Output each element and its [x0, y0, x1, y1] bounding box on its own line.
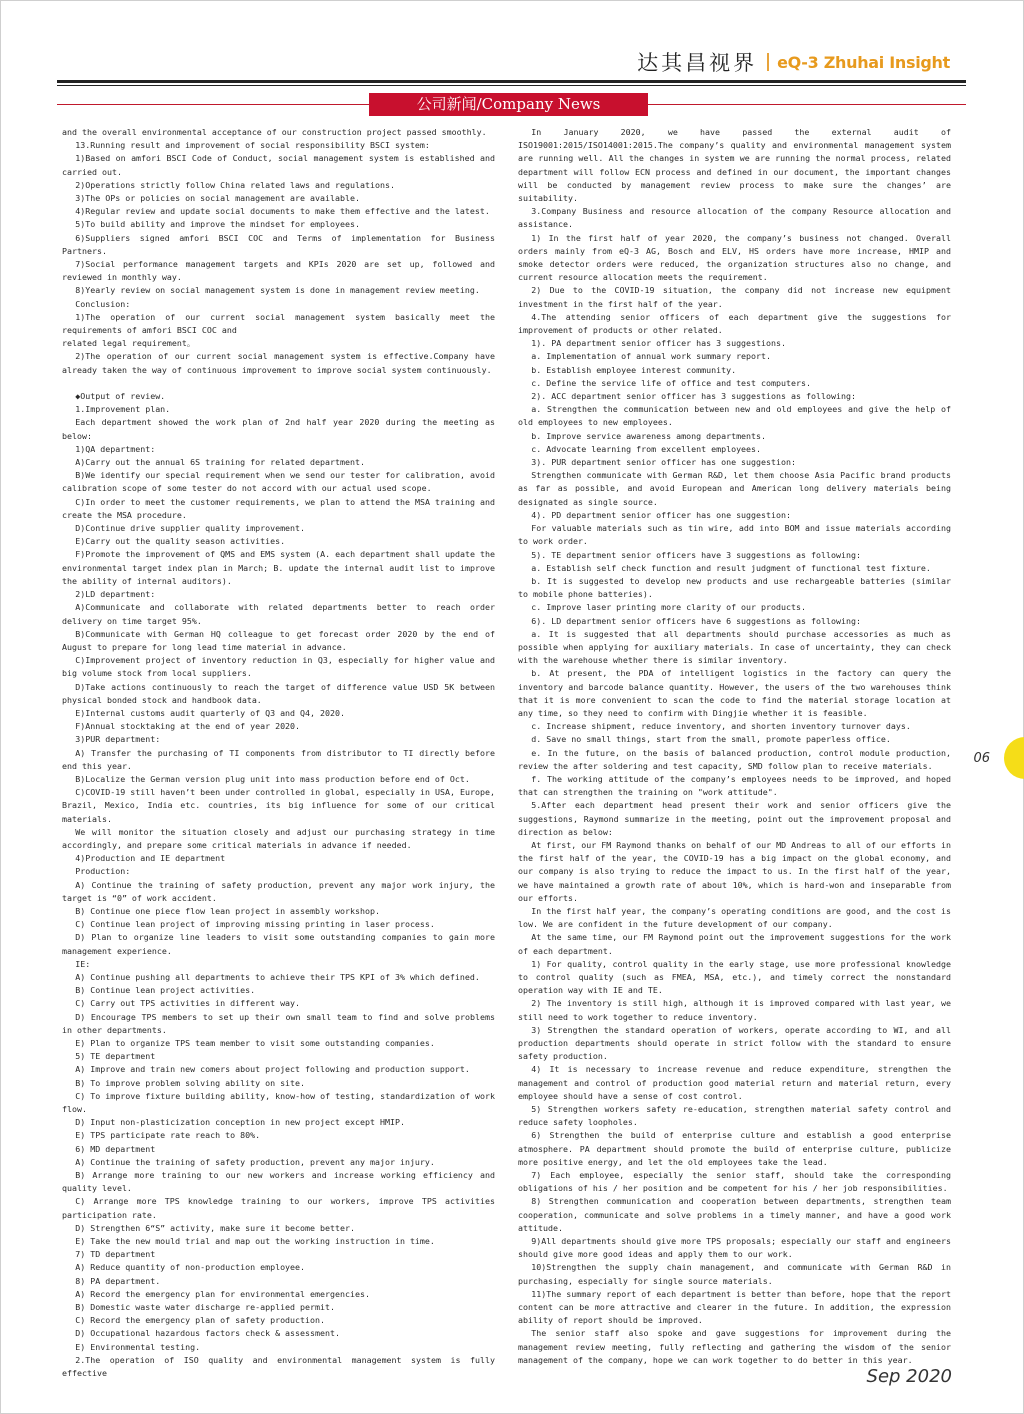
- paragraph: 4)Production and IE department: [75, 853, 226, 864]
- paragraph: Strengthen communicate with German R&D, let them choose Asia Pacific brand products as far as possible, and avoid European and American long delivery materials being designated as single source.: [518, 470, 951, 507]
- paragraph: C) Carry out TPS activities in different way.: [75, 998, 301, 1009]
- paragraph: B)We identify our special requirement when we send our tester for calibration, avoid calibration scope of some tester do not accord with our actual used scope.: [62, 470, 495, 494]
- paragraph: D) Input non-plasticization conception in new project except HMIP.: [75, 1117, 405, 1128]
- paragraph: 6)Suppliers signed amfori BSCI COC and Terms of implementation for Business Partners.: [62, 232, 495, 256]
- paragraph: D)Continue drive supplier quality improvement.: [75, 523, 306, 534]
- paragraph: 1.Improvement plan.: [75, 404, 171, 415]
- paragraph: B) To improve problem solving ability on site.: [75, 1077, 306, 1088]
- paragraph: 3) Strengthen the standard operation of workers, operate according to WI, and all production departments should operate in strict follow with the standard to ensure safety production.: [518, 1024, 951, 1062]
- paragraph: At the same time, our FM Raymond point out the improvement suggestions for the work of each department.: [518, 932, 951, 956]
- paragraph: 4). PD department senior officer has one suggestion:: [531, 509, 792, 520]
- paragraph: 6). LD department senior officers have 6 suggestions as following:: [531, 615, 861, 626]
- paragraph: A) Continue pushing all departments to achieve their TPS KPI of 3% which defined.: [75, 971, 480, 982]
- paragraph: 13.Running result and improvement of social responsibility BSCI system:: [75, 140, 430, 151]
- header-rule-thin: [57, 85, 966, 86]
- brand-english-title: eQ-3 Zhuhai Insight: [777, 52, 950, 72]
- paragraph: 1)QA department:: [75, 443, 156, 454]
- paragraph: 3)PUR department:: [75, 734, 161, 745]
- paragraph: 10)Strengthen the supply chain management, and communicate with German R&D in purchasing, especially for single source materials.: [518, 1262, 951, 1286]
- paragraph: 7) TD department: [75, 1249, 156, 1260]
- paragraph: b. At present, the PDA of intelligent logistics in the factory can query the inventory and barcode balance quantity. However, the users of the two warehouses think that it is more convenient to scan the code to find the material storage location at any time, so they need to confirm with Dingjie whether it is feasible.: [518, 668, 951, 718]
- paragraph: The senior staff also spoke and gave suggestions for improvement during the management review meeting, fully reflecting and gathering the wisdom of the senior management of the company, hope we can work together to do better in this year.: [518, 1328, 951, 1365]
- paragraph: C)COVID-19 still haven’t been under controlled in global, especially in USA, Europe, Brazil, Mexico, India etc. countries, its big influence for some of our critical materials.: [62, 787, 495, 824]
- paragraph: 4)Regular review and update social documents to make them effective and the latest.: [75, 206, 490, 217]
- paragraph: 4) It is necessary to increase revenue and reduce expenditure, strengthen the management and control of production good material return and material return, every employee should have a sense of cost control.: [518, 1064, 951, 1101]
- paragraph: 8) Strengthen communication and cooperation between departments, strengthen team cooperation, communicate and solve problems in a timely manner, and have a good work attitude.: [518, 1196, 951, 1233]
- paragraph: related legal requirement。: [62, 338, 196, 349]
- paragraph: A) Improve and train new comers about project following and production support.: [75, 1064, 470, 1075]
- paragraph: 1). PA department senior officer has 3 suggestions.: [531, 338, 787, 349]
- header-rule-thick: [57, 80, 966, 83]
- paragraph: 8)Yearly review on social management system is done in management review meeting.: [75, 285, 480, 296]
- brand-chinese-title: 达其昌视界: [637, 51, 758, 75]
- paragraph: F)Annual stocktaking at the end of year 2020.: [75, 721, 301, 732]
- paragraph: a. Strengthen the communication between new and old employees and give the help of old employees to new employees.: [518, 404, 951, 428]
- paragraph: 3). PUR department senior officer has one suggestion:: [531, 457, 797, 468]
- paragraph: e. In the future, on the basis of balanced production, control module production, review the after soldering and test capacity, SMD follow plan to receive materials.: [518, 747, 951, 771]
- paragraph: 5) Strengthen workers safety re-education, strengthen material safety control and reduce safety loopholes.: [518, 1104, 951, 1128]
- section-title: 公司新闻/Company News: [369, 93, 648, 116]
- paragraph: At first, our FM Raymond thanks on behalf of our MD Andreas to all of our efforts in the first half of the year, the COVID-19 has a big impact on the global economy, and our company is also trying to reduce the impact to us. In the first half of the year, we have maintained a growth rate of about 10%, which is hard-won and inseparable from our efforts.: [518, 839, 951, 903]
- paragraph: E) Environmental testing.: [75, 1341, 201, 1352]
- paragraph: E) Take the new mould trial and map out the working instruction in time.: [75, 1236, 435, 1247]
- paragraph: a. It is suggested that all departments should purchase accessories as much as possible when applying for auxiliary materials. In case of uncertainty, they can check with the warehouse whether there is similar inventory.: [518, 628, 951, 666]
- paragraph: ◆Output of review.: [75, 391, 166, 402]
- paragraph: Each department showed the work plan of 2nd half year 2020 during the meeting as below:: [62, 417, 495, 441]
- paragraph: and the overall environmental acceptance of our construction project passed smoothly.: [62, 127, 487, 137]
- paragraph: 2)The operation of our current social management system is effective.Company have already taken the way of continuous improvement to improve social system continuously.: [62, 351, 495, 375]
- paragraph: 4.The attending senior officers of each department give the suggestions for improvement of products or other related.: [518, 311, 951, 336]
- paragraph: 7)Social performance management targets and KPIs 2020 are set up, followed and reviewed in monthly way.: [62, 259, 495, 283]
- page-number: 06: [973, 751, 990, 766]
- paragraph: Production:: [75, 866, 131, 877]
- paragraph: B)Communicate with German HQ colleague to get forecast order 2020 by the end of August to prepare for long lead time material in advance.: [62, 628, 495, 652]
- paragraph: 5.After each department head present their work and senior officers give the suggestions, Raymond summarize in the meeting, point out the improvement proposal and direction as below:: [518, 800, 951, 837]
- paragraph: A) Record the emergency plan for environmental emergencies.: [75, 1288, 370, 1299]
- paragraph: C) Arrange more TPS knowledge training to our workers, improve TPS activities participation rate.: [62, 1196, 495, 1220]
- paragraph: E) Plan to organize TPS team member to visit some outstanding companies.: [75, 1038, 435, 1048]
- paragraph: 3.Company Business and resource allocation of the company Resource allocation and assistance.: [518, 206, 951, 230]
- paragraph: D) Strengthen 6“S” activity, make sure it become better.: [75, 1222, 355, 1233]
- paragraph: c. Advocate learning from excellent employees.: [531, 443, 762, 454]
- paragraph: In January 2020, we have passed the external audit of ISO19001:2015/ISO14001:2015.The company’s quality and environmental management system are running well. All the changes in system we are running the normal process, related department will follow ECN process and defined in our document, the important changes will be conducted by management review process to make sure the changes’ are suitability.: [518, 127, 951, 204]
- paragraph: a. Establish self check function and result judgment of functional test fixture.: [531, 562, 931, 573]
- footer-date: Sep 2020: [866, 1366, 952, 1387]
- paragraph: For valuable materials such as tin wire, add into BOM and issue materials according to work order.: [518, 523, 951, 547]
- paragraph: 2)LD department:: [75, 589, 156, 600]
- paragraph: 6) Strengthen the build of enterprise culture and establish a good enterprise atmosphere. PA department should promote the build of enterprise culture, publicize more positive energy, and let the old employees take the lead.: [518, 1130, 951, 1167]
- paragraph: a. Implementation of annual work summary report.: [531, 351, 772, 362]
- paragraph: 5)To build ability and improve the mindset for employees.: [75, 219, 360, 230]
- paragraph: A) Continue the training of safety production, prevent any major work injury, the target is “0” of work accident.: [62, 879, 495, 903]
- paragraph: F)Promote the improvement of QMS and EMS system (A. each department shall update the environmental target index plan in March; B. update the internal audit list to improve the ability of internal auditors).: [62, 549, 495, 586]
- paragraph: IE:: [75, 958, 91, 969]
- paragraph: B) Arrange more training to our new workers and increase working efficiency and quality level.: [62, 1170, 495, 1194]
- paragraph: D)Take actions continuously to reach the target of difference value USD 5K between physical bonded stock and handbook data.: [62, 681, 495, 705]
- paragraph: 9)All departments should give more TPS proposals; especially our staff and engineers should give more good ideas and apply them to our work.: [518, 1236, 951, 1260]
- paragraph: A) Reduce quantity of non-production employee.: [75, 1262, 306, 1273]
- paragraph: E) TPS participate rate reach to 80%.: [75, 1130, 261, 1141]
- paragraph: 1)Based on amfori BSCI Code of Conduct, social management system is established and carried out.: [62, 153, 495, 177]
- paragraph: C) Record the emergency plan of safety production.: [75, 1315, 326, 1326]
- paragraph: D) Encourage TPS members to set up their own small team to find and solve problems in other departments.: [62, 1011, 495, 1035]
- paragraph: 11)The summary report of each department is better than before, hope that the report content can be more attractive and clearer in the future. In addition, the expression ability of report should be improved.: [518, 1288, 951, 1326]
- paragraph: 8) PA department.: [75, 1275, 161, 1286]
- paragraph: C)Improvement project of inventory reduction in Q3, especially for higher value and big volume stock from local suppliers.: [62, 655, 495, 679]
- paragraph: 2)Operations strictly follow China related laws and regulations.: [75, 179, 395, 190]
- paragraph: Conclusion:: [75, 298, 131, 309]
- paragraph: 5). TE department senior officers have 3 suggestions as following:: [531, 549, 861, 560]
- right-column: [518, 126, 951, 1367]
- paragraph: E)Internal customs audit quarterly of Q3 and Q4, 2020.: [75, 707, 346, 718]
- paragraph: D) Occupational hazardous factors check & assessment.: [75, 1328, 341, 1339]
- paragraph: A) Transfer the purchasing of TI components from distributor to TI directly before end this year.: [62, 747, 495, 771]
- paragraph: b. It is suggested to develop new products and use rechargeable batteries (similar to mobile phone batteries).: [518, 575, 951, 600]
- paragraph: d. Save no small things, start from the small, promote paperless office.: [531, 734, 891, 745]
- paragraph: 2) Due to the COVID-19 situation, the company did not increase new equipment investment in the first half of the year.: [518, 285, 951, 309]
- paragraph: D) Plan to organize line leaders to visit some outstanding companies to gain more management experience.: [62, 932, 495, 956]
- paragraph: c. Define the service life of office and test computers.: [531, 377, 811, 388]
- paragraph: f. The working attitude of the company’s employees needs to be improved, and hoped that can strengthen the training on "work attitude".: [518, 773, 951, 798]
- paragraph: c. Improve laser printing more clarity of our products.: [531, 602, 806, 613]
- paragraph: We will monitor the situation closely and adjust our purchasing strategy in time accordingly, and prepare some critical materials in advance if needed.: [62, 826, 495, 850]
- paragraph: B)Localize the German version plug unit into mass production before end of Oct.: [75, 773, 470, 784]
- paragraph: A)Communicate and collaborate with related departments better to reach order delivery on time target 95%.: [62, 602, 495, 626]
- paragraph: 2.The operation of ISO quality and environmental management system is fully effective: [62, 1354, 495, 1379]
- paragraph: 5) TE department: [75, 1051, 156, 1062]
- paragraph: C) Continue lean project of improving missing printing in laser process.: [75, 919, 435, 930]
- paragraph: 2). ACC department senior officer has 3 suggestions as following:: [531, 391, 856, 402]
- paragraph: 1) For quality, control quality in the early stage, use more professional knowledge to control quality (such as FMEA, MSA, etc.), and timely correct the nonstandard operation way with IE and TE.: [518, 958, 951, 996]
- header-brand: [637, 49, 950, 75]
- paragraph: 3)The OPs or policies on social management are available.: [75, 193, 360, 204]
- paragraph: 1) In the first half of year 2020, the company’s business not changed. Overall orders mainly from eQ-3 AG, Bosch and ELV, HS orders have more increase, HMIP and smoke detector orders were reduced, the organization structures also no change, and current resource allocation meets the requirement.: [518, 232, 951, 283]
- left-column: [62, 126, 495, 1380]
- paragraph: E)Carry out the quality season activities.: [75, 536, 286, 547]
- paragraph: b. Establish employee interest community.: [531, 364, 737, 375]
- paragraph: 1)The operation of our current social management system basically meet the requirements of amfori BSCI COC and: [62, 311, 495, 336]
- paragraph: A)Carry out the annual 6S training for related department.: [75, 457, 365, 468]
- paragraph: 7) Each employee, especially the senior staff, should take the corresponding obligations of his / her position and be competent for his / her job responsibilities.: [518, 1170, 951, 1194]
- paragraph: 2) The inventory is still high, although it is improved compared with last year, we still need to work together to reduce inventory.: [518, 998, 951, 1022]
- paragraph: c. Increase shipment, reduce inventory, and shorten inventory turnover days.: [531, 721, 911, 732]
- paragraph: B) Continue lean project activities.: [75, 985, 256, 996]
- paragraph: C) To improve fixture building ability, know-how of testing, standardization of work flow.: [62, 1090, 495, 1115]
- paragraph: A) Continue the training of safety production, prevent any major injury.: [75, 1156, 435, 1167]
- paragraph: B) Domestic waste water discharge re-applied permit.: [75, 1302, 336, 1313]
- paragraph: B) Continue one piece flow lean project in assembly workshop.: [75, 905, 380, 916]
- paragraph: b. Improve service awareness among departments.: [531, 430, 767, 441]
- paragraph: In the first half year, the company’s operating conditions are good, and the cost is low. We are confident in the future development of our company.: [518, 905, 951, 930]
- paragraph: 6) MD department: [75, 1143, 156, 1154]
- paragraph: C)In order to meet the customer requirements, we plan to attend the MSA training and create the MSA procedure.: [62, 496, 495, 520]
- brand-separator: [767, 53, 769, 71]
